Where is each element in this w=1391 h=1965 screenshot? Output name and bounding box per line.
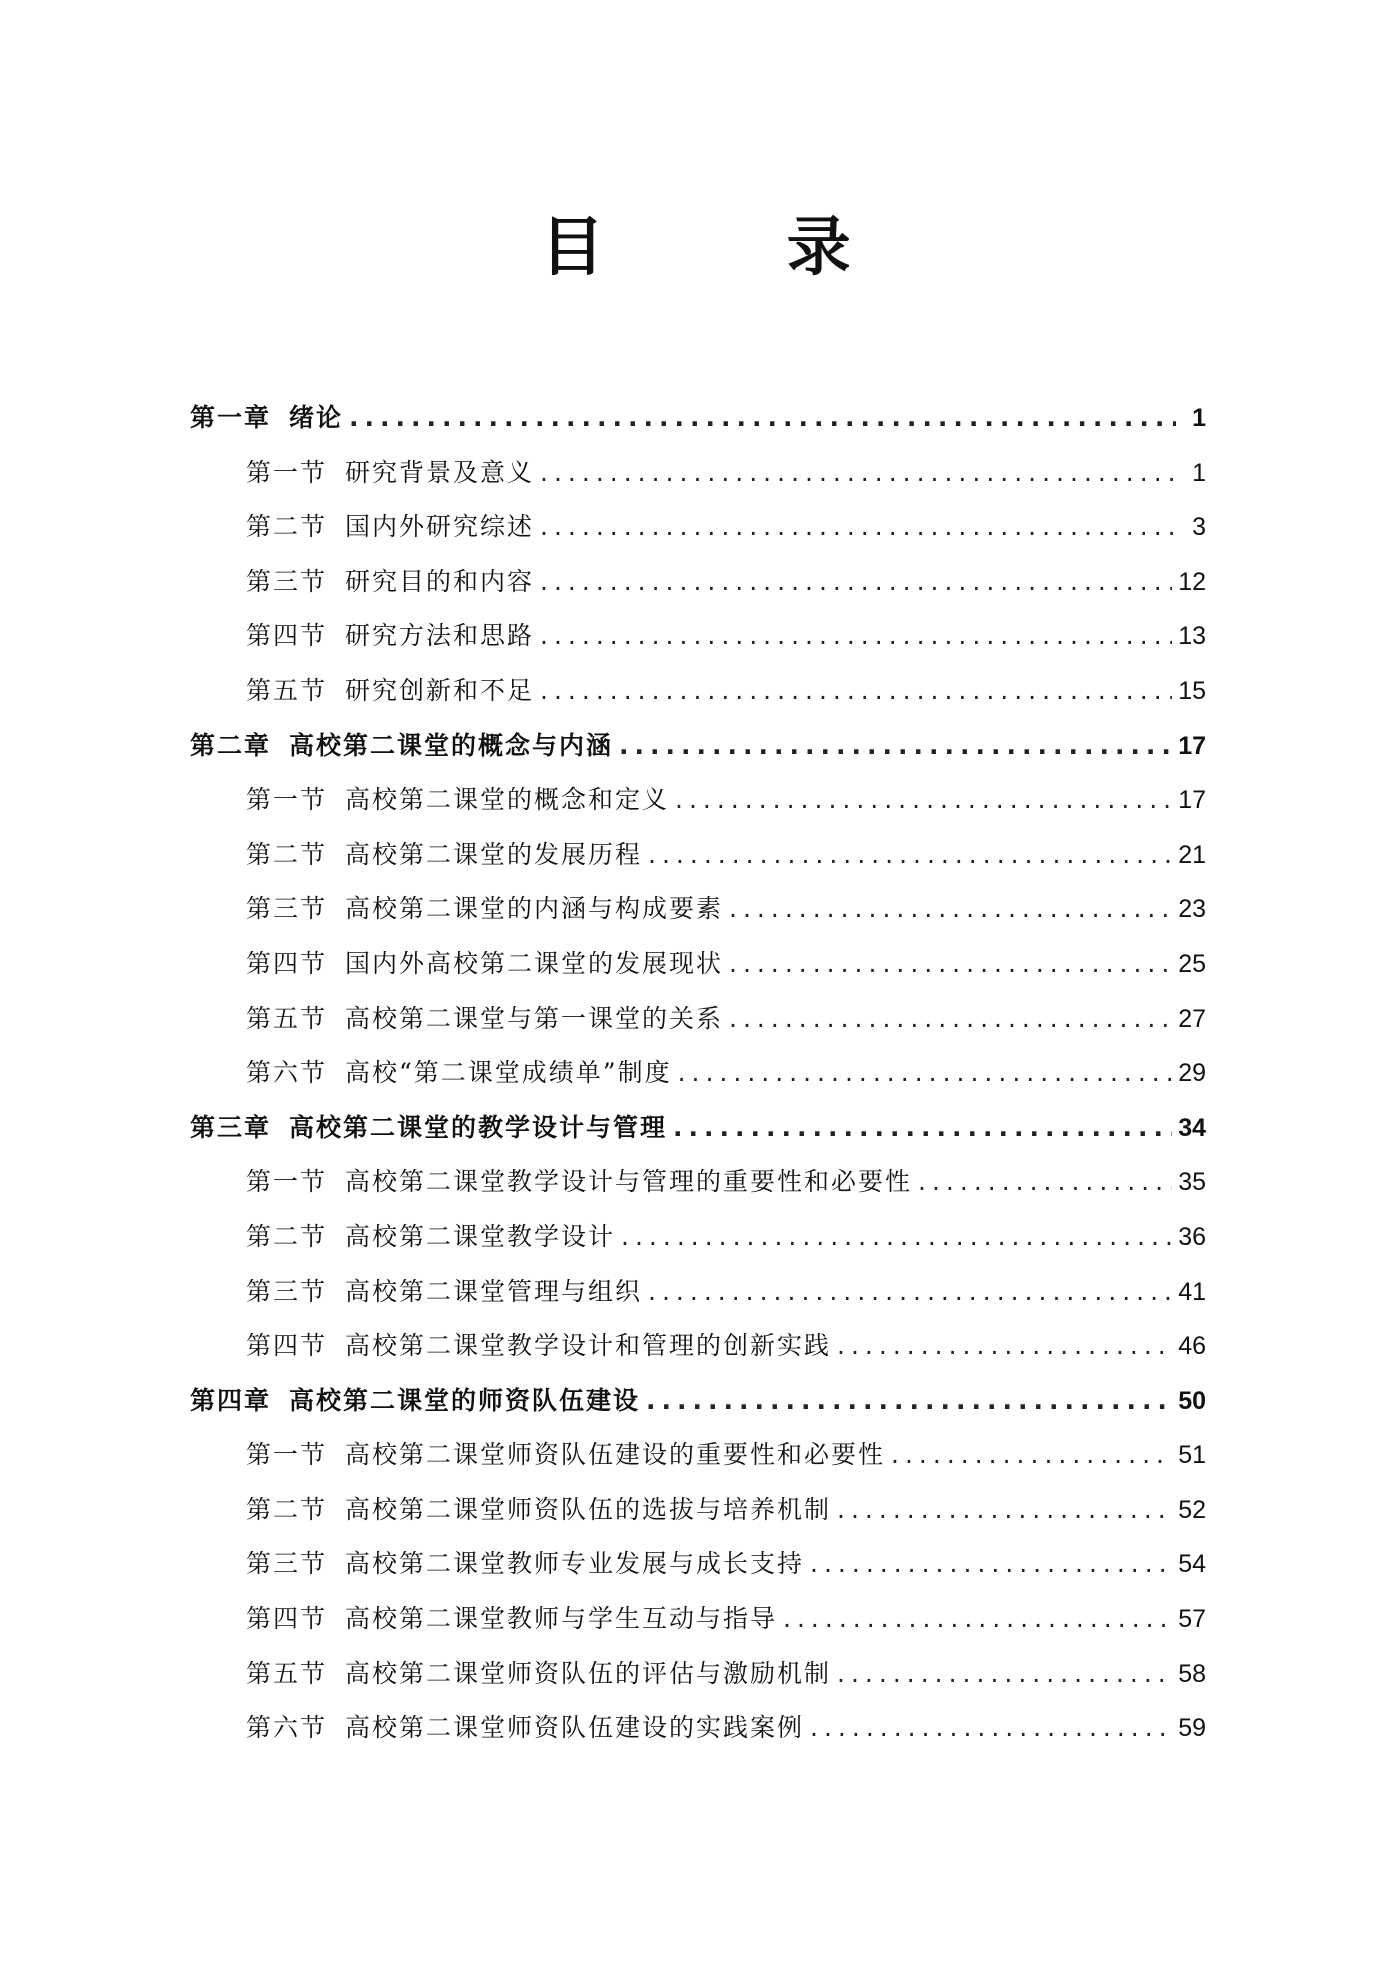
toc-dot-leader <box>621 1222 1172 1251</box>
toc-page-number: 1 <box>1192 458 1206 487</box>
toc-entry-label <box>246 1490 831 1526</box>
toc-entry-label <box>246 1599 777 1635</box>
toc-entry-title: 高校第二课堂教学设计与管理的重要性和必要性 <box>345 1167 913 1197</box>
toc-entry-label <box>246 889 723 925</box>
toc-entry-label <box>246 1654 831 1690</box>
toc-entry-title: 高校第二课堂师资队伍的选拔与培养机制 <box>345 1494 832 1524</box>
toc-entry-label <box>246 1544 804 1580</box>
toc-entry-number: 第五节 <box>246 1003 328 1033</box>
toc-entry-number: 第一节 <box>246 1167 328 1197</box>
toc-entry-number: 第三节 <box>246 1276 328 1306</box>
toc-entry-label <box>246 562 534 598</box>
toc-entry-label <box>246 453 534 489</box>
toc-entry-title: 高校第二课堂管理与组织 <box>345 1276 643 1306</box>
toc-chapter-entry[interactable] <box>190 1108 1206 1163</box>
toc-entry-label <box>246 1435 885 1471</box>
toc-entry-title: 研究背景及意义 <box>345 457 535 487</box>
toc-section-entry[interactable] <box>190 671 1206 726</box>
toc-page-number: 15 <box>1178 676 1206 705</box>
toc-section-entry[interactable] <box>190 1435 1206 1490</box>
toc-page-number: 21 <box>1178 840 1206 869</box>
toc-section-entry[interactable] <box>190 562 1206 617</box>
toc-page-number: 13 <box>1178 622 1206 651</box>
toc-entry-number: 第六节 <box>246 1713 328 1743</box>
toc-page-number: 46 <box>1178 1332 1206 1361</box>
toc-entry-title: 高校第二课堂师资队伍的评估与激励机制 <box>345 1658 832 1688</box>
toc-dot-leader <box>540 512 1176 541</box>
toc-dot-leader <box>540 676 1172 705</box>
toc-entry-title: 高校第二课堂师资队伍建设的实践案例 <box>345 1713 805 1743</box>
toc-page-number: 12 <box>1178 567 1206 596</box>
toc-page-number: 34 <box>1178 1113 1206 1142</box>
toc-dot-leader <box>619 731 1172 760</box>
toc-entry-title: 研究创新和不足 <box>345 675 535 705</box>
toc-entry-label <box>246 944 723 980</box>
toc-entry-label <box>190 1381 640 1417</box>
toc-page-number: 41 <box>1178 1277 1206 1306</box>
toc-entry-label <box>246 835 642 871</box>
toc-dot-leader <box>540 567 1172 596</box>
toc-page-number: 35 <box>1178 1168 1206 1197</box>
toc-entry-title: 高校第二课堂的发展历程 <box>345 839 643 869</box>
toc-entry-title: 研究方法和思路 <box>345 621 535 651</box>
toc-page-number: 58 <box>1178 1659 1206 1688</box>
toc-entry-title: 绪论 <box>289 403 344 432</box>
toc-entry-label <box>246 1708 804 1744</box>
toc-section-entry[interactable] <box>190 1599 1206 1654</box>
toc-entry-number: 第四章 <box>190 1385 272 1415</box>
toc-section-entry[interactable] <box>190 1053 1206 1108</box>
toc-chapter-entry[interactable] <box>190 398 1206 453</box>
toc-entry-number: 第一节 <box>246 457 328 487</box>
toc-dot-leader <box>729 1004 1172 1033</box>
toc-section-entry[interactable] <box>190 835 1206 890</box>
toc-dot-leader <box>540 458 1176 487</box>
toc-entry-number: 第五节 <box>246 1658 328 1688</box>
toc-entry-label <box>246 1217 615 1253</box>
toc-entry-title: 高校第二课堂教师专业发展与成长支持 <box>345 1549 805 1579</box>
toc-dot-leader <box>678 1058 1173 1087</box>
toc-section-entry[interactable] <box>190 889 1206 944</box>
toc-entry-label <box>190 398 343 434</box>
toc-entry-number: 第三章 <box>190 1112 272 1142</box>
toc-entry-title: 高校“第二课堂成绩单”制度 <box>345 1058 672 1088</box>
toc-section-entry[interactable] <box>190 1654 1206 1709</box>
toc-page-number: 29 <box>1178 1059 1206 1088</box>
toc-dot-leader <box>891 1440 1172 1469</box>
toc-section-entry[interactable] <box>190 507 1206 562</box>
toc-page-number: 17 <box>1178 786 1206 815</box>
toc-page-number: 17 <box>1178 731 1206 760</box>
toc-entry-title: 高校第二课堂与第一课堂的关系 <box>345 1003 724 1033</box>
toc-page-number: 23 <box>1178 895 1206 924</box>
table-of-contents <box>190 398 1206 1763</box>
toc-page-number: 57 <box>1178 1605 1206 1634</box>
toc-entry-number: 第一节 <box>246 785 328 815</box>
toc-entry-number: 第六节 <box>246 1058 328 1088</box>
toc-entry-title: 高校第二课堂的教学设计与管理 <box>289 1112 668 1142</box>
toc-dot-leader <box>673 1113 1172 1142</box>
toc-section-entry[interactable] <box>190 1326 1206 1381</box>
toc-entry-label <box>246 1326 831 1362</box>
toc-page-number: 27 <box>1178 1004 1206 1033</box>
toc-entry-title: 研究目的和内容 <box>345 566 535 596</box>
toc-dot-leader <box>810 1549 1172 1578</box>
toc-section-entry[interactable] <box>190 1490 1206 1545</box>
toc-entry-label <box>246 999 723 1035</box>
toc-section-entry[interactable] <box>190 1272 1206 1327</box>
toc-page-number: 51 <box>1178 1441 1206 1470</box>
toc-entry-title: 高校第二课堂的概念和定义 <box>345 785 670 815</box>
toc-entry-title: 高校第二课堂师资队伍建设的重要性和必要性 <box>345 1440 886 1470</box>
toc-section-entry[interactable] <box>190 616 1206 671</box>
toc-entry-title: 高校第二课堂的概念与内涵 <box>289 730 614 760</box>
toc-entry-number: 第四节 <box>246 621 328 651</box>
toc-entry-label <box>246 507 534 543</box>
toc-entry-number: 第四节 <box>246 1331 328 1361</box>
toc-entry-number: 第一节 <box>246 1440 328 1470</box>
toc-dot-leader <box>648 840 1172 869</box>
toc-entry-number: 第二节 <box>246 1221 328 1251</box>
toc-dot-leader <box>837 1659 1172 1688</box>
toc-section-entry[interactable] <box>190 780 1206 835</box>
toc-dot-leader <box>918 1167 1172 1196</box>
toc-page-number: 54 <box>1178 1550 1206 1579</box>
toc-section-entry[interactable] <box>190 999 1206 1054</box>
toc-dot-leader <box>349 403 1176 432</box>
toc-dot-leader <box>540 621 1172 650</box>
toc-entry-label <box>246 671 534 707</box>
toc-section-entry[interactable] <box>190 453 1206 508</box>
toc-dot-leader <box>729 949 1172 978</box>
toc-chapter-entry[interactable] <box>190 1381 1206 1436</box>
toc-entry-number: 第五节 <box>246 675 328 705</box>
toc-dot-leader <box>729 894 1172 923</box>
toc-dot-leader <box>646 1386 1172 1415</box>
toc-page-number: 1 <box>1192 404 1206 432</box>
toc-section-entry[interactable] <box>190 1708 1206 1763</box>
toc-entry-title: 国内外高校第二课堂的发展现状 <box>345 948 724 978</box>
toc-entry-number: 第二节 <box>246 1494 328 1524</box>
toc-entry-number: 第三节 <box>246 1549 328 1579</box>
toc-entry-label <box>246 1272 642 1308</box>
toc-entry-label <box>190 1108 667 1144</box>
toc-page-number: 3 <box>1192 513 1206 542</box>
toc-page-number: 50 <box>1178 1386 1206 1415</box>
toc-page-number: 59 <box>1178 1714 1206 1743</box>
toc-dot-leader <box>837 1331 1172 1360</box>
toc-entry-title: 高校第二课堂教学设计 <box>345 1221 616 1251</box>
toc-entry-number: 第二节 <box>246 839 328 869</box>
toc-entry-number: 第四节 <box>246 1604 328 1634</box>
toc-entry-number: 第三节 <box>246 894 328 924</box>
toc-entry-number: 第二章 <box>190 730 272 760</box>
toc-entry-label <box>246 1053 672 1089</box>
toc-entry-number: 第四节 <box>246 948 328 978</box>
toc-entry-label <box>246 780 669 816</box>
toc-entry-title: 高校第二课堂教学设计和管理的创新实践 <box>345 1331 832 1361</box>
toc-entry-label <box>246 1162 912 1198</box>
toc-dot-leader <box>837 1495 1172 1524</box>
toc-page-number: 52 <box>1178 1495 1206 1524</box>
toc-entry-title: 高校第二课堂的师资队伍建设 <box>289 1385 641 1415</box>
toc-section-entry[interactable] <box>190 1217 1206 1272</box>
toc-entry-title: 高校第二课堂教师与学生互动与指导 <box>345 1604 778 1634</box>
toc-entry-label <box>246 616 534 652</box>
toc-page-number: 36 <box>1178 1222 1206 1251</box>
toc-dot-leader <box>810 1713 1172 1742</box>
toc-section-entry[interactable] <box>190 1162 1206 1217</box>
toc-dot-leader <box>648 1277 1172 1306</box>
toc-entry-number: 第二节 <box>246 512 328 542</box>
toc-entry-label <box>190 726 613 762</box>
toc-entry-title: 高校第二课堂的内涵与构成要素 <box>345 894 724 924</box>
toc-entry-number: 第一章 <box>190 403 272 432</box>
toc-entry-number: 第三节 <box>246 566 328 596</box>
toc-dot-leader <box>675 785 1172 814</box>
toc-chapter-entry[interactable] <box>190 726 1206 781</box>
toc-entry-title: 国内外研究综述 <box>345 512 535 542</box>
toc-page-number: 25 <box>1178 949 1206 978</box>
toc-section-entry[interactable] <box>190 944 1206 999</box>
page-title: 目 录 <box>540 211 931 285</box>
toc-dot-leader <box>783 1604 1172 1633</box>
toc-section-entry[interactable] <box>190 1544 1206 1599</box>
